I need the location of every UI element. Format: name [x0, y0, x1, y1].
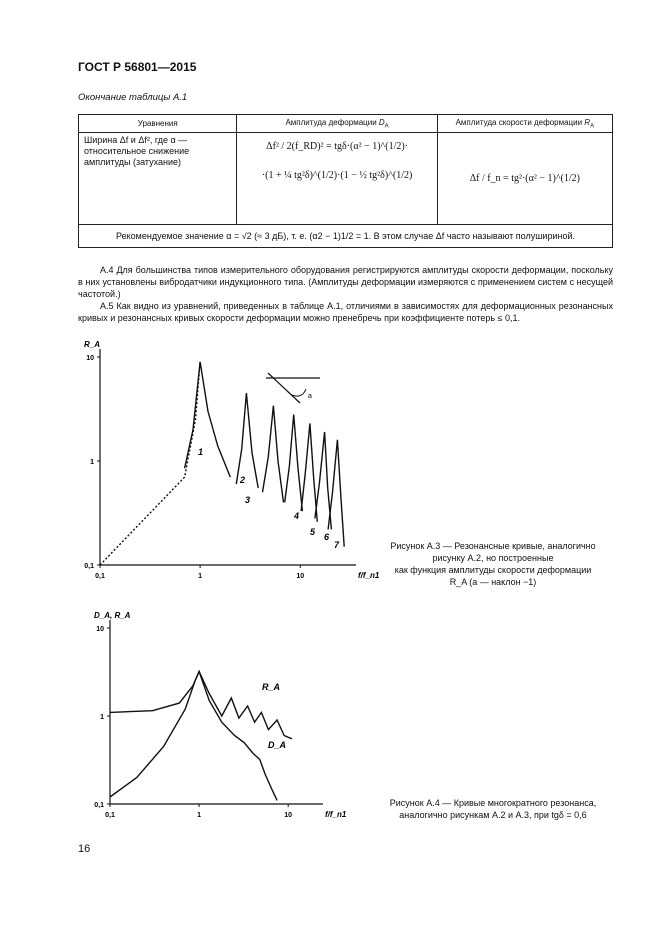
series-line-5 [301, 423, 317, 521]
y-tick-label: 1 [90, 459, 94, 466]
paragraph-a5: А.5 Как видно из уравнений, приведенных в таблице А.1, отличиями в зависимостях для деформационных резонансных кривых и резонансных кривых скорости деформации можно пренебречь при коэффициенте потерь ≤ 0,1. [78, 301, 613, 323]
caption-line: аналогично рисункам А.2 и А.3, при tgδ = 0,6 [399, 810, 587, 820]
figure-a4-caption [378, 797, 608, 821]
equations-table [78, 114, 613, 248]
caption-line: R_A (a — наклон −1) [449, 577, 537, 587]
series-line-2 [236, 393, 258, 488]
header-deformation-rate-amplitude: Амплитуда скорости деформации $R_A$ [437, 115, 612, 133]
table-caption: Окончание таблицы А.1 [78, 92, 188, 103]
series-line-3 [263, 406, 284, 503]
document-header: ГОСТ Р 56801—2015 [78, 60, 197, 74]
caption-line: Рисунок А.4 — Кривые многократного резонанса, [389, 798, 597, 808]
y-axis-label: D_A, R_A [94, 611, 131, 620]
figure-a3-axes [97, 349, 356, 568]
series-line-4 [285, 415, 303, 512]
paragraph-a4: А.4 Для большинства типов измерительного оборудования регистрируются амплитуды скорости деформации, поскольку в них установлены вибродатчики индукционного типа. (Амплитуды деформации измеряются с применением систем с несущей частотой.) [78, 265, 613, 299]
y-tick-label: 10 [86, 355, 94, 362]
header-deformation-amplitude: Амплитуда деформации $D_A$ [237, 115, 437, 133]
series-label-6: 6 [324, 532, 330, 542]
table-header-row [79, 115, 613, 133]
series-label-R_A: R_A [262, 682, 281, 692]
inset-label: a [308, 393, 312, 400]
formula-part-1: Δf² / 2(f_RD)² = tgδ·(α² − 1)^(1/2)· [266, 141, 409, 152]
y-tick-label: 0,1 [84, 563, 94, 570]
formula-deformation [237, 133, 437, 225]
series-line-D_A [110, 672, 277, 801]
x-tick-label: 10 [284, 812, 293, 819]
caption-line: как функция амплитуды скорости деформации [394, 565, 592, 575]
series-label-7: 7 [334, 540, 340, 550]
x-tick-label: 0,1 [105, 812, 115, 819]
series-label-2: 2 [240, 475, 246, 485]
x-tick-label: 0,1 [95, 573, 105, 580]
series-line-7 [328, 440, 344, 547]
x-tick-label: 1 [197, 812, 202, 819]
table-row [79, 225, 613, 248]
figure-a3-caption [378, 540, 608, 588]
formula-rate: Δf / f_n = tg²·(α² − 1)^(1/2) [437, 133, 612, 225]
figure-a4-axes [107, 620, 323, 807]
y-tick-label: 10 [96, 626, 104, 633]
series-label-4: 4 [294, 511, 300, 521]
y-axis-label: R_A [84, 340, 101, 349]
x-tick-label: 10 [296, 573, 305, 580]
series-label-5: 5 [310, 527, 316, 537]
y-tick-label: 1 [100, 714, 104, 721]
y-tick-label: 0,1 [94, 802, 104, 809]
caption-line: рисунку А.2, но построенные [432, 553, 554, 563]
series-label-D_A: D_A [268, 740, 287, 750]
x-axis-label: f/f_n1 [325, 810, 347, 819]
series-line-1 [185, 362, 231, 477]
x-axis-label: f/f_n1 [358, 571, 380, 580]
table-row [79, 133, 613, 225]
slope-inset-icon [266, 373, 320, 403]
figure-a3-chart [70, 335, 380, 595]
caption-line: Рисунок А.3 — Резонансные кривые, аналогично [390, 541, 596, 551]
recommended-value: Рекомендуемое значение α = √2 (≈ 3 дБ), т. е. (α2 − 1)1/2 = 1. В этом случае Δf часто называют полушириной. [79, 225, 613, 248]
series-label-1: 1 [198, 447, 204, 457]
row-description: Ширина Δf и Δf², где α — относительное снижение амплитуды (затухание) [79, 133, 237, 225]
x-tick-label: 1 [198, 573, 203, 580]
figure-a4-chart [70, 598, 370, 828]
series-label-3: 3 [245, 495, 251, 505]
header-equations: Уравнения [79, 115, 237, 133]
formula-part-2: ·(1 + ¼ tg²δ)^(1/2)·(1 − ½ tg²δ)^(1/2) [261, 170, 413, 181]
page-number: 16 [78, 843, 91, 855]
